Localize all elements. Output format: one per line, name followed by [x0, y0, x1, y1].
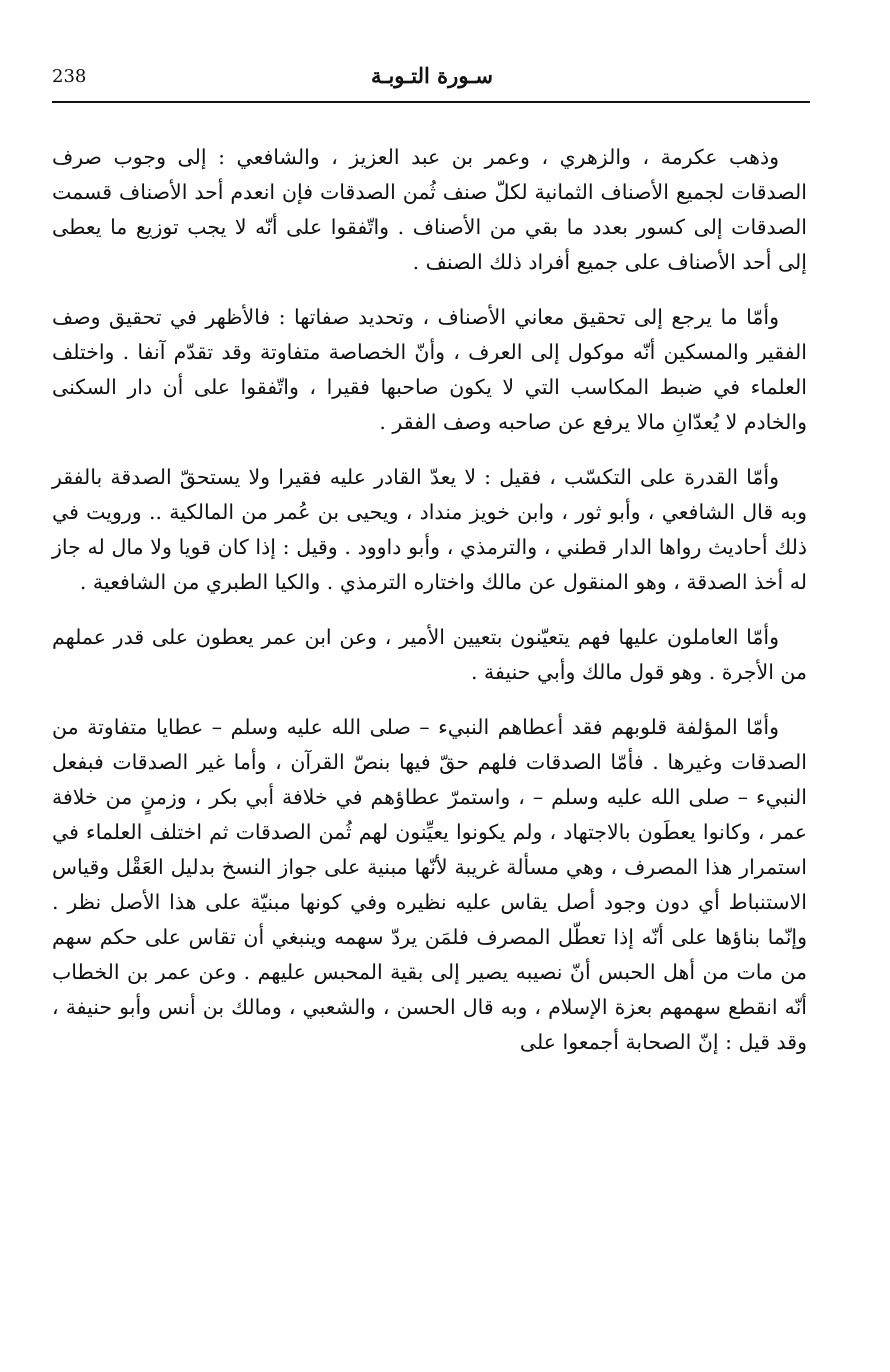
page-number: 238: [52, 66, 87, 87]
page-header: [52, 58, 810, 102]
running-title: سـورة التـوبـة: [371, 63, 493, 88]
paragraph: وذهب عكرمة ، والزهري ، وعمر بن عبد العزيز ، والشافعي : إلى وجوب صرف الصدقات لجميع الأصناف الثمانية لكلّ صنف ثُمن الصدقات فإن انعدم أحد الأصناف قسمت الصدقات إلى كسور بعدد ما بقي من الأصناف . واتّفقوا على أنّه لا يجب توزيع ما يعطى إلى أحد الأصناف على جميع أفراد ذلك الصنف .: [52, 145, 807, 274]
paragraph: وأمّا ما يرجع إلى تحقيق معاني الأصناف ، وتحديد صفاتها : فالأظهر في تحقيق وصف الفقير والمسكين أنّه موكول إلى العرف ، وأنّ الخصاصة متفاوتة وقد تقدّم آنفا . واختلف العلماء في ضبط المكاسب التي لا يكون صاحبها فقيرا ، واتّفقوا على أن دار السكنى والخادم لا يُعدّانِ مالا يرفع عن صاحبه وصف الفقر .: [52, 305, 807, 434]
paragraph: وأمّا المؤلفة قلوبهم فقد أعطاهم النبيء – صلى الله عليه وسلم – عطايا متفاوتة من الصدقات وغيرها . فأمّا الصدقات فلهم حقّ فيها بنصّ القرآن ، وأما غير الصدقات فبفعل النبيء – صلى الله عليه وسلم – ، واستمرّ عطاؤهم في خلافة أبي بكر ، وزمنٍ من خلافة عمر ، وكانوا يعطَون بالاجتهاد ، ولم يكونوا يعيِّنون لهم ثُمن الصدقات ثم اختلف العلماء في استمرار هذا المصرف ، وهي مسألة غريبة لأنّها مبنية على جواز النسخ بدليل العَقْل وقياس الاستنباط أي دون وجود أصل يقاس عليه نظيره وفي كونها مبنيّة على هذا الأصل نظر . وإنّما بناؤها على أنّه إذا تعطّل المصرف فلمَن يردّ سهمه وينبغي أن تقاس على حكم سهم من مات من أهل الحبس أنّ نصيبه يصير إلى بقية المحبس عليهم . وعن عمر بن الخطاب أنّه انقطع سهمهم بعزة الإسلام ، وبه قال الحسن ، والشعبي ، ومالك بن أنس وأبو حنيفة ، وقد قيل : إنّ الصحابة أجمعوا على: [52, 715, 807, 1054]
page-body: [52, 140, 807, 1080]
paragraph: وأمّا القدرة على التكسّب ، فقيل : لا يعدّ القادر عليه فقيرا ولا يستحقّ الصدقة بالفقر وبه قال الشافعي ، وأبو ثور ، وابن خويز منداد ، ويحيى بن عُمر من المالكية .. ورويت في ذلك أحاديث رواها الدار قطني ، والترمذي ، وأبو داوود . وقيل : إذا كان قويا ولا مال له جاز له أخذ الصدقة ، وهو المنقول عن مالك واختاره الترمذي . والكيا الطبري من الشافعية .: [52, 465, 807, 594]
header-rule: [52, 101, 810, 103]
paragraph: وأمّا العاملون عليها فهم يتعيّنون بتعيين الأمير ، وعن ابن عمر يعطون على قدر عملهم من الأجرة . وهو قول مالك وأبي حنيفة .: [52, 625, 807, 684]
